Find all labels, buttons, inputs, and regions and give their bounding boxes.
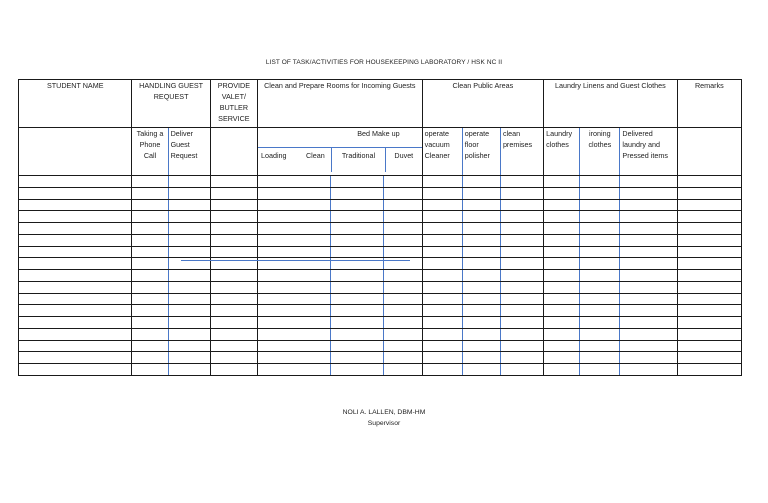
table-row [19,281,742,293]
table-cell[interactable] [331,270,384,282]
sub-empty-student [19,128,132,176]
table-cell[interactable] [132,187,168,199]
table-cell[interactable] [580,352,620,364]
table-cell[interactable] [168,199,210,211]
sub-taking-phone-call: Taking a Phone Call [132,128,168,176]
table-cell[interactable] [620,234,677,246]
header-handling-guest-request: HANDLING GUEST REQUEST [132,80,210,128]
table-cell[interactable] [210,234,257,246]
table-cell[interactable] [257,340,330,352]
table-cell[interactable] [331,234,384,246]
table-cell[interactable] [500,352,543,364]
blue-divider-line [181,260,410,261]
table-cell[interactable] [580,258,620,270]
table-cell[interactable] [500,199,543,211]
table-cell[interactable] [620,258,677,270]
table-cell[interactable] [210,270,257,282]
table-row [19,364,742,376]
table-cell[interactable] [132,340,168,352]
table-cell[interactable] [462,211,500,223]
table-cell[interactable] [168,364,210,376]
table-cell[interactable] [500,305,543,317]
table-cell[interactable] [462,246,500,258]
table-cell[interactable] [384,187,422,199]
table-cell[interactable] [132,234,168,246]
table-cell[interactable] [384,328,422,340]
table-cell[interactable] [620,223,677,235]
table-cell[interactable] [384,340,422,352]
table-cell[interactable] [19,270,132,282]
table-cell[interactable] [620,281,677,293]
table-cell[interactable] [544,270,580,282]
table-cell[interactable] [132,176,168,188]
table-cell[interactable] [544,199,580,211]
table-cell[interactable] [132,293,168,305]
table-cell[interactable] [677,199,741,211]
table-cell[interactable] [331,246,384,258]
table-cell[interactable] [19,176,132,188]
table-cell[interactable] [462,187,500,199]
table-cell[interactable] [331,317,384,329]
table-cell[interactable] [257,187,330,199]
table-cell[interactable] [620,211,677,223]
table-cell[interactable] [677,246,741,258]
sub-ironing-clothes: ironing clothes [580,128,620,176]
table-cell[interactable] [257,281,330,293]
table-cell[interactable] [19,293,132,305]
table-cell[interactable] [210,211,257,223]
table-cell[interactable] [257,328,330,340]
table-cell[interactable] [462,199,500,211]
table-cell[interactable] [580,223,620,235]
table-cell[interactable] [677,317,741,329]
table-row [19,317,742,329]
table-cell[interactable] [620,364,677,376]
table-cell[interactable] [462,258,500,270]
table-cell[interactable] [210,223,257,235]
table-cell[interactable] [462,340,500,352]
table-cell[interactable] [580,317,620,329]
table-cell[interactable] [677,352,741,364]
table-cell[interactable] [500,258,543,270]
header-remarks: Remarks [677,80,741,128]
table-cell[interactable] [210,364,257,376]
table-row [19,211,742,223]
table-cell[interactable] [422,328,462,340]
table-cell[interactable] [384,352,422,364]
header-clean-prepare-rooms: Clean and Prepare Rooms for Incoming Guests [257,80,422,128]
table-cell[interactable] [500,317,543,329]
table-cell[interactable] [580,234,620,246]
table-cell[interactable] [544,258,580,270]
student-rows [19,176,742,376]
table-cell[interactable] [132,211,168,223]
table-cell[interactable] [544,246,580,258]
table-cell[interactable] [331,176,384,188]
table-cell[interactable] [580,328,620,340]
table-cell[interactable] [677,305,741,317]
table-cell[interactable] [620,328,677,340]
table-cell[interactable] [580,270,620,282]
table-cell[interactable] [210,305,257,317]
table-cell[interactable] [544,364,580,376]
table-row [19,270,742,282]
table-cell[interactable] [384,176,422,188]
table-cell[interactable] [544,293,580,305]
table-cell[interactable] [19,211,132,223]
table-cell[interactable] [500,281,543,293]
table-cell[interactable] [580,305,620,317]
table-cell[interactable] [384,199,422,211]
table-cell[interactable] [168,223,210,235]
table-cell[interactable] [384,246,422,258]
table-row [19,199,742,211]
table-cell[interactable] [462,364,500,376]
table-row [19,293,742,305]
table-cell[interactable] [19,234,132,246]
table-cell[interactable] [132,258,168,270]
header-provide-valet: PROVIDE VALET/ BUTLER SERVICE [210,80,257,128]
table-cell[interactable] [544,234,580,246]
sub-empty-remarks [677,128,741,176]
table-cell[interactable] [132,199,168,211]
table-cell[interactable] [257,176,330,188]
table-cell[interactable] [168,328,210,340]
table-cell[interactable] [257,364,330,376]
table-cell[interactable] [422,293,462,305]
table-cell[interactable] [257,317,330,329]
table-cell[interactable] [422,281,462,293]
table-cell[interactable] [19,258,132,270]
table-row [19,352,742,364]
table-cell[interactable] [677,176,741,188]
table-cell[interactable] [462,223,500,235]
table-cell[interactable] [500,223,543,235]
table-cell[interactable] [19,340,132,352]
table-cell[interactable] [384,223,422,235]
sub-loading: Loading [260,151,287,161]
table-cell[interactable] [384,281,422,293]
sub-bed-make-up-group [257,128,422,176]
table-cell[interactable] [19,246,132,258]
table-cell[interactable] [331,199,384,211]
table-cell[interactable] [168,352,210,364]
table-cell[interactable] [422,364,462,376]
table-cell[interactable] [257,352,330,364]
table-cell[interactable] [19,187,132,199]
table-cell[interactable] [500,176,543,188]
table-cell[interactable] [677,281,741,293]
table-cell[interactable] [384,211,422,223]
table-cell[interactable] [580,340,620,352]
table-cell[interactable] [620,352,677,364]
header-row-main [19,80,742,128]
table-cell[interactable] [620,270,677,282]
table-cell[interactable] [544,187,580,199]
table-cell[interactable] [544,281,580,293]
table-cell[interactable] [210,176,257,188]
table-row [19,176,742,188]
table-cell[interactable] [331,364,384,376]
table-cell[interactable] [384,270,422,282]
header-student-name: STUDENT NAME [19,80,132,128]
table-cell[interactable] [331,293,384,305]
table-cell[interactable] [677,187,741,199]
table-cell[interactable] [168,187,210,199]
table-cell[interactable] [544,176,580,188]
table-cell[interactable] [462,317,500,329]
table-cell[interactable] [210,352,257,364]
table-cell[interactable] [422,352,462,364]
table-cell[interactable] [257,246,330,258]
table-cell[interactable] [677,211,741,223]
table-cell[interactable] [462,234,500,246]
table-cell[interactable] [500,340,543,352]
table-cell[interactable] [677,340,741,352]
table-cell[interactable] [620,305,677,317]
sub-duvet: Duvet [394,151,414,161]
table-cell[interactable] [677,328,741,340]
table-cell[interactable] [500,246,543,258]
table-cell[interactable] [677,258,741,270]
table-cell[interactable] [331,223,384,235]
table-cell[interactable] [422,223,462,235]
table-cell[interactable] [384,234,422,246]
table-cell[interactable] [580,281,620,293]
table-cell[interactable] [580,246,620,258]
table-cell[interactable] [422,270,462,282]
table-cell[interactable] [500,187,543,199]
table-cell[interactable] [331,340,384,352]
table-cell[interactable] [462,176,500,188]
table-cell[interactable] [580,293,620,305]
table-cell[interactable] [620,340,677,352]
table-cell[interactable] [422,187,462,199]
table-cell[interactable] [462,293,500,305]
table-cell[interactable] [168,211,210,223]
table-cell[interactable] [210,199,257,211]
table-cell[interactable] [257,305,330,317]
table-cell[interactable] [677,234,741,246]
table-row [19,187,742,199]
supervisor-name: NOLI A. LALLEN, DBM-HM [342,409,426,416]
table-cell[interactable] [132,246,168,258]
table-cell[interactable] [544,328,580,340]
table-cell[interactable] [19,352,132,364]
table-cell[interactable] [544,305,580,317]
table-cell[interactable] [331,187,384,199]
document-title: LIST OF TASK/ACTIVITIES FOR HOUSEKEEPING LABORATORY / HSK NC II [265,59,503,66]
table-cell[interactable] [422,234,462,246]
table-cell[interactable] [462,328,500,340]
table-cell[interactable] [620,176,677,188]
sub-clean-premises: clean premises [500,128,543,176]
table-cell[interactable] [544,223,580,235]
table-cell[interactable] [422,340,462,352]
table-row [19,234,742,246]
table-cell[interactable] [168,305,210,317]
table-cell[interactable] [500,211,543,223]
table-cell[interactable] [19,199,132,211]
table-cell[interactable] [210,328,257,340]
table-cell[interactable] [210,317,257,329]
sub-delivered-laundry: Delivered laundry and Pressed items [620,128,677,176]
table-cell[interactable] [677,270,741,282]
table-cell[interactable] [384,305,422,317]
table-cell[interactable] [331,305,384,317]
table-cell[interactable] [500,364,543,376]
table-cell[interactable] [132,328,168,340]
table-cell[interactable] [257,223,330,235]
table-cell[interactable] [210,281,257,293]
table-row [19,340,742,352]
table-cell[interactable] [19,281,132,293]
table-cell[interactable] [544,352,580,364]
header-clean-public-areas: Clean Public Areas [422,80,544,128]
table-cell[interactable] [132,317,168,329]
sub-operate-vacuum: operate vacuum Cleaner [422,128,462,176]
table-cell[interactable] [544,340,580,352]
table-cell[interactable] [500,270,543,282]
table-cell[interactable] [422,176,462,188]
table-cell[interactable] [544,211,580,223]
table-cell[interactable] [257,293,330,305]
table-cell[interactable] [132,281,168,293]
sub-deliver-guest-request: Deliver Guest Request [168,128,210,176]
task-table [18,79,742,376]
supervisor-role: Supervisor [367,420,401,427]
table-cell[interactable] [168,293,210,305]
table-cell[interactable] [422,305,462,317]
sub-laundry-clothes: Laundry clothes [544,128,580,176]
table-cell[interactable] [580,176,620,188]
table-row [19,223,742,235]
table-cell[interactable] [168,340,210,352]
table-cell[interactable] [500,293,543,305]
sub-operate-floor: operate floor polisher [462,128,500,176]
table-cell[interactable] [544,317,580,329]
sub-traditional: Traditional [332,148,386,172]
table-cell[interactable] [462,352,500,364]
table-cell[interactable] [580,364,620,376]
table-cell[interactable] [210,340,257,352]
table-cell[interactable] [19,317,132,329]
table-cell[interactable] [210,246,257,258]
table-cell[interactable] [677,223,741,235]
table-cell[interactable] [168,246,210,258]
header-row-sub [19,128,742,176]
table-cell[interactable] [620,187,677,199]
table-cell[interactable] [500,234,543,246]
table-cell[interactable] [168,270,210,282]
sub-bed-make-up: Bed Make up [357,129,400,139]
table-cell[interactable] [168,281,210,293]
table-cell[interactable] [620,293,677,305]
table-cell[interactable] [384,293,422,305]
table-cell[interactable] [500,328,543,340]
sub-clean: Clean [305,151,325,161]
table-cell[interactable] [620,246,677,258]
table-cell[interactable] [384,364,422,376]
table-cell[interactable] [422,317,462,329]
sub-empty-valet [210,128,257,176]
table-cell[interactable] [168,234,210,246]
table-cell[interactable] [422,211,462,223]
table-cell[interactable] [132,305,168,317]
table-cell[interactable] [210,293,257,305]
table-cell[interactable] [132,223,168,235]
table-cell[interactable] [19,223,132,235]
table-cell[interactable] [462,281,500,293]
table-cell[interactable] [422,258,462,270]
table-cell[interactable] [19,305,132,317]
table-cell[interactable] [331,352,384,364]
table-cell[interactable] [384,317,422,329]
table-cell[interactable] [620,317,677,329]
table-cell[interactable] [422,246,462,258]
header-laundry-linens: Laundry Linens and Guest Clothes [544,80,678,128]
table-cell[interactable] [257,211,330,223]
table-cell[interactable] [132,364,168,376]
table-row [19,305,742,317]
table-row [19,328,742,340]
table-cell[interactable] [620,199,677,211]
table-cell[interactable] [257,270,330,282]
table-cell[interactable] [168,317,210,329]
table-cell[interactable] [132,352,168,364]
table-row [19,246,742,258]
table-cell[interactable] [257,234,330,246]
table-cell[interactable] [331,281,384,293]
table-cell[interactable] [132,270,168,282]
table-cell[interactable] [257,199,330,211]
table-cell[interactable] [462,305,500,317]
table-cell[interactable] [580,211,620,223]
table-cell[interactable] [677,364,741,376]
table-cell[interactable] [580,199,620,211]
table-cell[interactable] [677,293,741,305]
table-cell[interactable] [462,270,500,282]
table-cell[interactable] [168,176,210,188]
table-cell[interactable] [580,187,620,199]
table-cell[interactable] [331,211,384,223]
table-cell[interactable] [422,199,462,211]
table-cell[interactable] [210,187,257,199]
table-cell[interactable] [331,328,384,340]
table-cell[interactable] [19,364,132,376]
table-cell[interactable] [19,328,132,340]
